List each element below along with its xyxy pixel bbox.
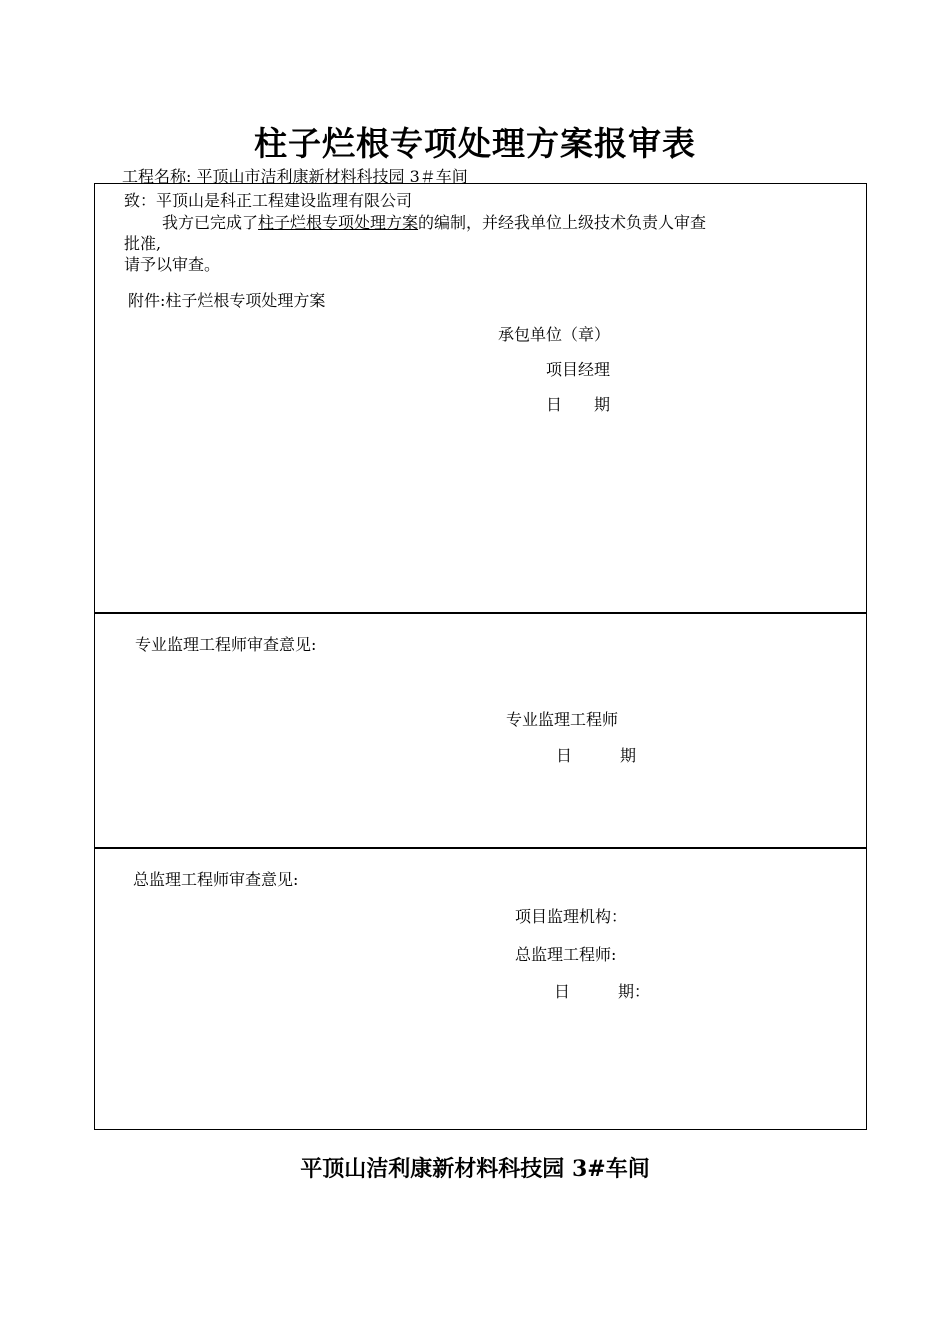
chief-engineer-label: 总监理工程师: xyxy=(515,945,617,964)
page-title: 柱子烂根专项处理方案报审表 xyxy=(254,124,696,163)
statement-suffix: 的编制，并经我单位上级技术负责人审查 xyxy=(418,213,707,232)
statement-line-3: 请予以审查。 xyxy=(124,255,221,274)
chief-review-heading: 总监理工程师审查意见: xyxy=(133,870,299,889)
project-name: 工程名称: 平顶山市洁利康新材料科技园 3＃车间 xyxy=(122,167,468,186)
footer-project: 平顶山洁利康新材料科技园 3#车间 xyxy=(300,1156,650,1182)
supervision-org-label: 项目监理机构： xyxy=(515,907,628,926)
date-label: 日 期 xyxy=(546,395,611,414)
statement-line-2: 批准, xyxy=(124,234,162,253)
contractor-seal-label: 承包单位（章） xyxy=(498,325,611,344)
engineer-date-label: 日 期 xyxy=(556,746,637,765)
attachment: 附件:柱子烂根专项处理方案 xyxy=(128,291,326,310)
submission-section xyxy=(94,183,867,614)
engineer-review-heading: 专业监理工程师审查意见: xyxy=(135,635,317,654)
submission-statement xyxy=(162,210,706,233)
engineer-label: 专业监理工程师 xyxy=(506,710,619,729)
project-manager-label: 项目经理 xyxy=(546,360,611,379)
plan-name: 柱子烂根专项处理方案 xyxy=(258,213,419,232)
chief-date-label: 日 期： xyxy=(554,982,651,1001)
statement-prefix: 我方已完成了 xyxy=(162,213,259,232)
addressee: 致：平顶山是科正工程建设监理有限公司 xyxy=(124,191,413,210)
